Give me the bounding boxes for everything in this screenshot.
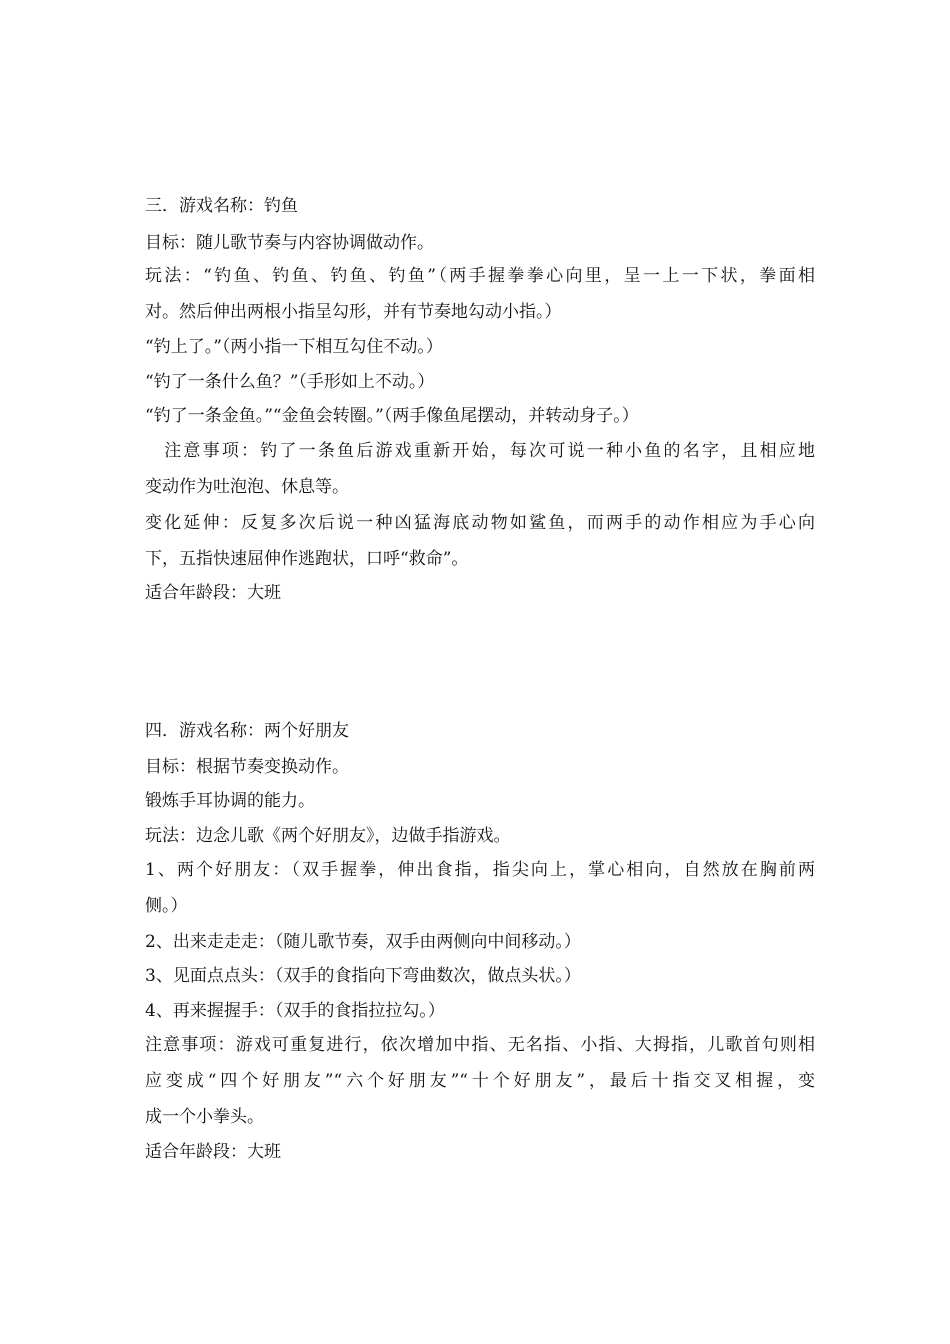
section4-step3: 3、见面点点头：（双手的食指向下弯曲数次，做点头状。） [145, 966, 581, 986]
section3-note-line1: 注意事项：钓了一条鱼后游戏重新开始，每次可说一种小鱼的名字，且相应地 [145, 441, 815, 461]
section3-play-line2: 对。然后伸出两根小指呈勾形，并有节奏地勾动小指。） [145, 302, 562, 322]
section4-note-line1: 注意事项：游戏可重复进行，依次增加中指、无名指、小指、大拇指，儿歌首句则相 [145, 1035, 815, 1055]
section4-step4: 4、再来握握手：（双手的食指拉拉勾。） [145, 1001, 445, 1021]
section3-chant-1: “钓上了。”（两小指一下相互勾住不动。） [145, 337, 443, 357]
section4-step1-line1: 1、两个好朋友：（双手握拳，伸出食指，指尖向上，掌心相向，自然放在胸前两 [145, 860, 815, 880]
section4-age: 适合年龄段：大班 [145, 1142, 281, 1162]
section3-age: 适合年龄段：大班 [145, 583, 281, 603]
section3-variation-line1: 变化延伸：反复多次后说一种凶猛海底动物如鲨鱼，而两手的动作相应为手心向 [145, 513, 815, 533]
section3-chant-2: “钓了一条什么鱼？”（手形如上不动。） [145, 372, 435, 392]
section4-note-line2: 应变成“四个好朋友”“六个好朋友”“十个好朋友”，最后十指交叉相握，变 [145, 1071, 815, 1091]
section4-title: 四．游戏名称：两个好朋友 [145, 721, 349, 741]
section3-variation-line2: 下，五指快速屈伸作逃跑状，口呼“救命”。 [145, 549, 469, 569]
section4-note-line3: 成一个小拳头。 [145, 1107, 264, 1127]
section4-goal-line2: 锻炼手耳协调的能力。 [145, 791, 315, 811]
section4-play: 玩法：边念儿歌《两个好朋友》，边做手指游戏。 [145, 826, 511, 846]
section4-step1-line2: 侧。） [145, 896, 188, 916]
section3-note-line2: 变动作为吐泡泡、休息等。 [145, 477, 349, 497]
section3-goal: 目标：随儿歌节奏与内容协调做动作。 [145, 233, 434, 253]
section4-goal-line1: 目标：根据节奏变换动作。 [145, 757, 349, 777]
section4-step2: 2、出来走走走：（随儿歌节奏，双手由两侧向中间移动。） [145, 932, 581, 952]
section3-chant-3: “钓了一条金鱼。”“金鱼会转圈。”（两手像鱼尾摆动，并转动身子。） [145, 406, 639, 426]
section3-title: 三．游戏名称：钓鱼 [145, 196, 298, 216]
section3-play-line1: 玩法：“钓鱼、钓鱼、钓鱼、钓鱼”（两手握拳拳心向里，呈一上一下状，拳面相 [145, 266, 815, 286]
